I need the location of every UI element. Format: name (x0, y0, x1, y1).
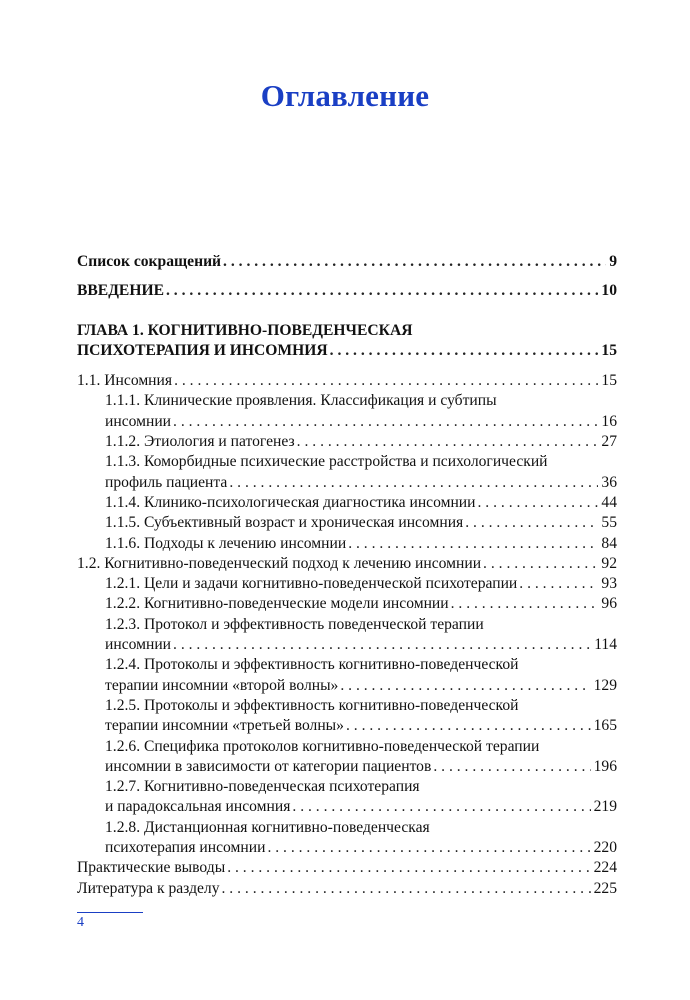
toc-page-number: 196 (593, 757, 617, 775)
toc-entry[interactable] (77, 493, 617, 513)
toc-entry-title: инсомнии в зависимости от категории пациентов (105, 757, 432, 775)
toc-page-number: 92 (601, 554, 617, 572)
toc-entry[interactable] (77, 879, 617, 899)
toc-page-number: 165 (593, 717, 617, 735)
toc-entry[interactable] (77, 737, 617, 778)
toc-entry-title: инсомнии (105, 412, 172, 430)
toc-entry-title: ПСИХОТЕРАПИЯ И ИНСОМНИЯ (77, 341, 328, 359)
toc-leader-dots (292, 797, 590, 817)
toc-leader-dots (229, 473, 598, 493)
toc-leader-dots (433, 757, 590, 777)
toc-entry-title: профиль пациента (105, 473, 228, 491)
toc-entry-title: 1.1.3. Коморбидные психические расстройства и психологический (105, 453, 548, 471)
toc-entry[interactable] (77, 818, 617, 859)
toc-entry-title: ГЛАВА 1. КОГНИТИВНО-ПОВЕДЕНЧЕСКАЯ (77, 321, 413, 339)
toc-entry-title: 1.1.6. Подходы к лечению инсомнии (105, 534, 347, 552)
toc-leader-dots (174, 371, 598, 391)
toc-entry[interactable] (77, 452, 617, 493)
toc-entry[interactable] (77, 594, 617, 614)
toc-entry[interactable] (77, 777, 617, 818)
toc-entry[interactable] (77, 513, 617, 533)
toc-entry-title: 1.2.5. Протоколы и эффективность когнитивно-поведенческой (105, 696, 519, 714)
toc-entry-title: терапии инсомнии «второй волны» (105, 676, 339, 694)
toc-page-number: 93 (601, 575, 617, 593)
toc-entry-title: и парадоксальная инсомния (105, 798, 291, 816)
toc-entry-title: 1.2.4. Протоколы и эффективность когнитивно-поведенческой (105, 656, 519, 674)
toc-entry-title: 1.2.3. Протокол и эффективность поведенческой терапии (105, 615, 484, 633)
toc-entry-title: 1.1.2. Этиология и патогенез (105, 433, 295, 451)
toc-leader-dots (330, 341, 599, 361)
toc-entry-title: ВВЕДЕНИЕ (77, 282, 164, 300)
toc-entry-title: инсомнии (105, 636, 172, 654)
toc-leader-dots (222, 879, 591, 899)
toc-leader-dots (465, 513, 598, 533)
toc-entry[interactable] (77, 858, 617, 878)
toc-entry-title: 1.2.7. Когнитивно-поведенческая психотерапия (105, 778, 420, 796)
toc-entry-title: терапии инсомнии «третьей волны» (105, 717, 344, 735)
toc-page-number: 15 (601, 341, 617, 359)
toc-page-number: 10 (601, 282, 617, 300)
toc-entry-title: 1.2.2. Когнитивно-поведенческие модели инсомнии (105, 595, 449, 613)
toc-leader-dots (478, 493, 599, 513)
toc-page-number: 36 (601, 473, 617, 491)
toc-entry-title: 1.2. Когнитивно-поведенческий подход к лечению инсомнии (77, 554, 482, 572)
toc-entry[interactable] (77, 432, 617, 452)
toc-entry[interactable] (77, 615, 617, 656)
toc-page-number: 220 (593, 839, 617, 857)
toc-entry[interactable] (77, 281, 617, 301)
toc-leader-dots (166, 281, 598, 301)
toc-entry-title: 1.1.5. Субъективный возраст и хроническая инсомния (105, 514, 464, 532)
toc-page-number: 27 (601, 433, 617, 451)
toc-entry-title: 1.1.1. Клинические проявления. Классификация и субтипы (105, 392, 497, 410)
toc-page-number: 224 (593, 859, 617, 877)
toc-page-number: 129 (593, 676, 617, 694)
toc-leader-dots (348, 534, 598, 554)
toc-leader-dots (346, 716, 591, 736)
toc-page-number: 15 (601, 372, 617, 390)
toc-page-number: 114 (594, 636, 617, 654)
table-of-contents (77, 252, 617, 899)
toc-leader-dots (227, 858, 590, 878)
toc-entry-title: 1.2.1. Цели и задачи когнитивно-поведенческой психотерапии (105, 575, 518, 593)
toc-page-number: 84 (601, 534, 617, 552)
toc-page-number: 44 (601, 493, 617, 511)
toc-page-number: 55 (601, 514, 617, 532)
toc-entry[interactable] (77, 534, 617, 554)
toc-entry[interactable] (77, 554, 617, 574)
toc-leader-dots (451, 594, 599, 614)
toc-page-number: 96 (601, 595, 617, 613)
toc-entry[interactable] (77, 655, 617, 696)
page-title: Оглавление (260, 78, 430, 113)
toc-entry-title: 1.1. Инсомния (77, 372, 173, 390)
toc-leader-dots (340, 676, 590, 696)
toc-entry[interactable] (77, 574, 617, 594)
footer-rule (77, 912, 143, 913)
toc-entry[interactable] (77, 696, 617, 737)
toc-entry[interactable] (77, 391, 617, 432)
toc-leader-dots (223, 252, 606, 272)
toc-entry-title: психотерапия инсомнии (105, 839, 266, 857)
toc-leader-dots (297, 432, 599, 452)
toc-entry[interactable] (77, 252, 617, 272)
toc-entry-title: 1.1.4. Клинико-психологическая диагностика инсомнии (105, 493, 476, 511)
toc-page-number: 9 (609, 253, 617, 270)
toc-entry-title: 1.2.6. Специфика протоколов когнитивно-поведенческой терапии (105, 737, 540, 755)
toc-leader-dots (519, 574, 598, 594)
toc-page-number: 219 (593, 798, 617, 816)
toc-entry-title: Список сокращений (77, 253, 222, 270)
page-number: 4 (77, 915, 84, 930)
toc-leader-dots (483, 554, 598, 574)
toc-leader-dots (267, 838, 590, 858)
toc-entry-title: 1.2.8. Дистанционная когнитивно-поведенческая (105, 818, 430, 836)
toc-entry-title: Литература к разделу (77, 879, 220, 897)
toc-entry[interactable] (77, 321, 617, 362)
toc-page-number: 225 (593, 879, 617, 897)
toc-leader-dots (173, 635, 591, 655)
toc-entry-title: Практические выводы (77, 859, 226, 877)
toc-page-number: 16 (601, 412, 617, 430)
toc-entry[interactable] (77, 371, 617, 391)
toc-leader-dots (173, 412, 598, 432)
